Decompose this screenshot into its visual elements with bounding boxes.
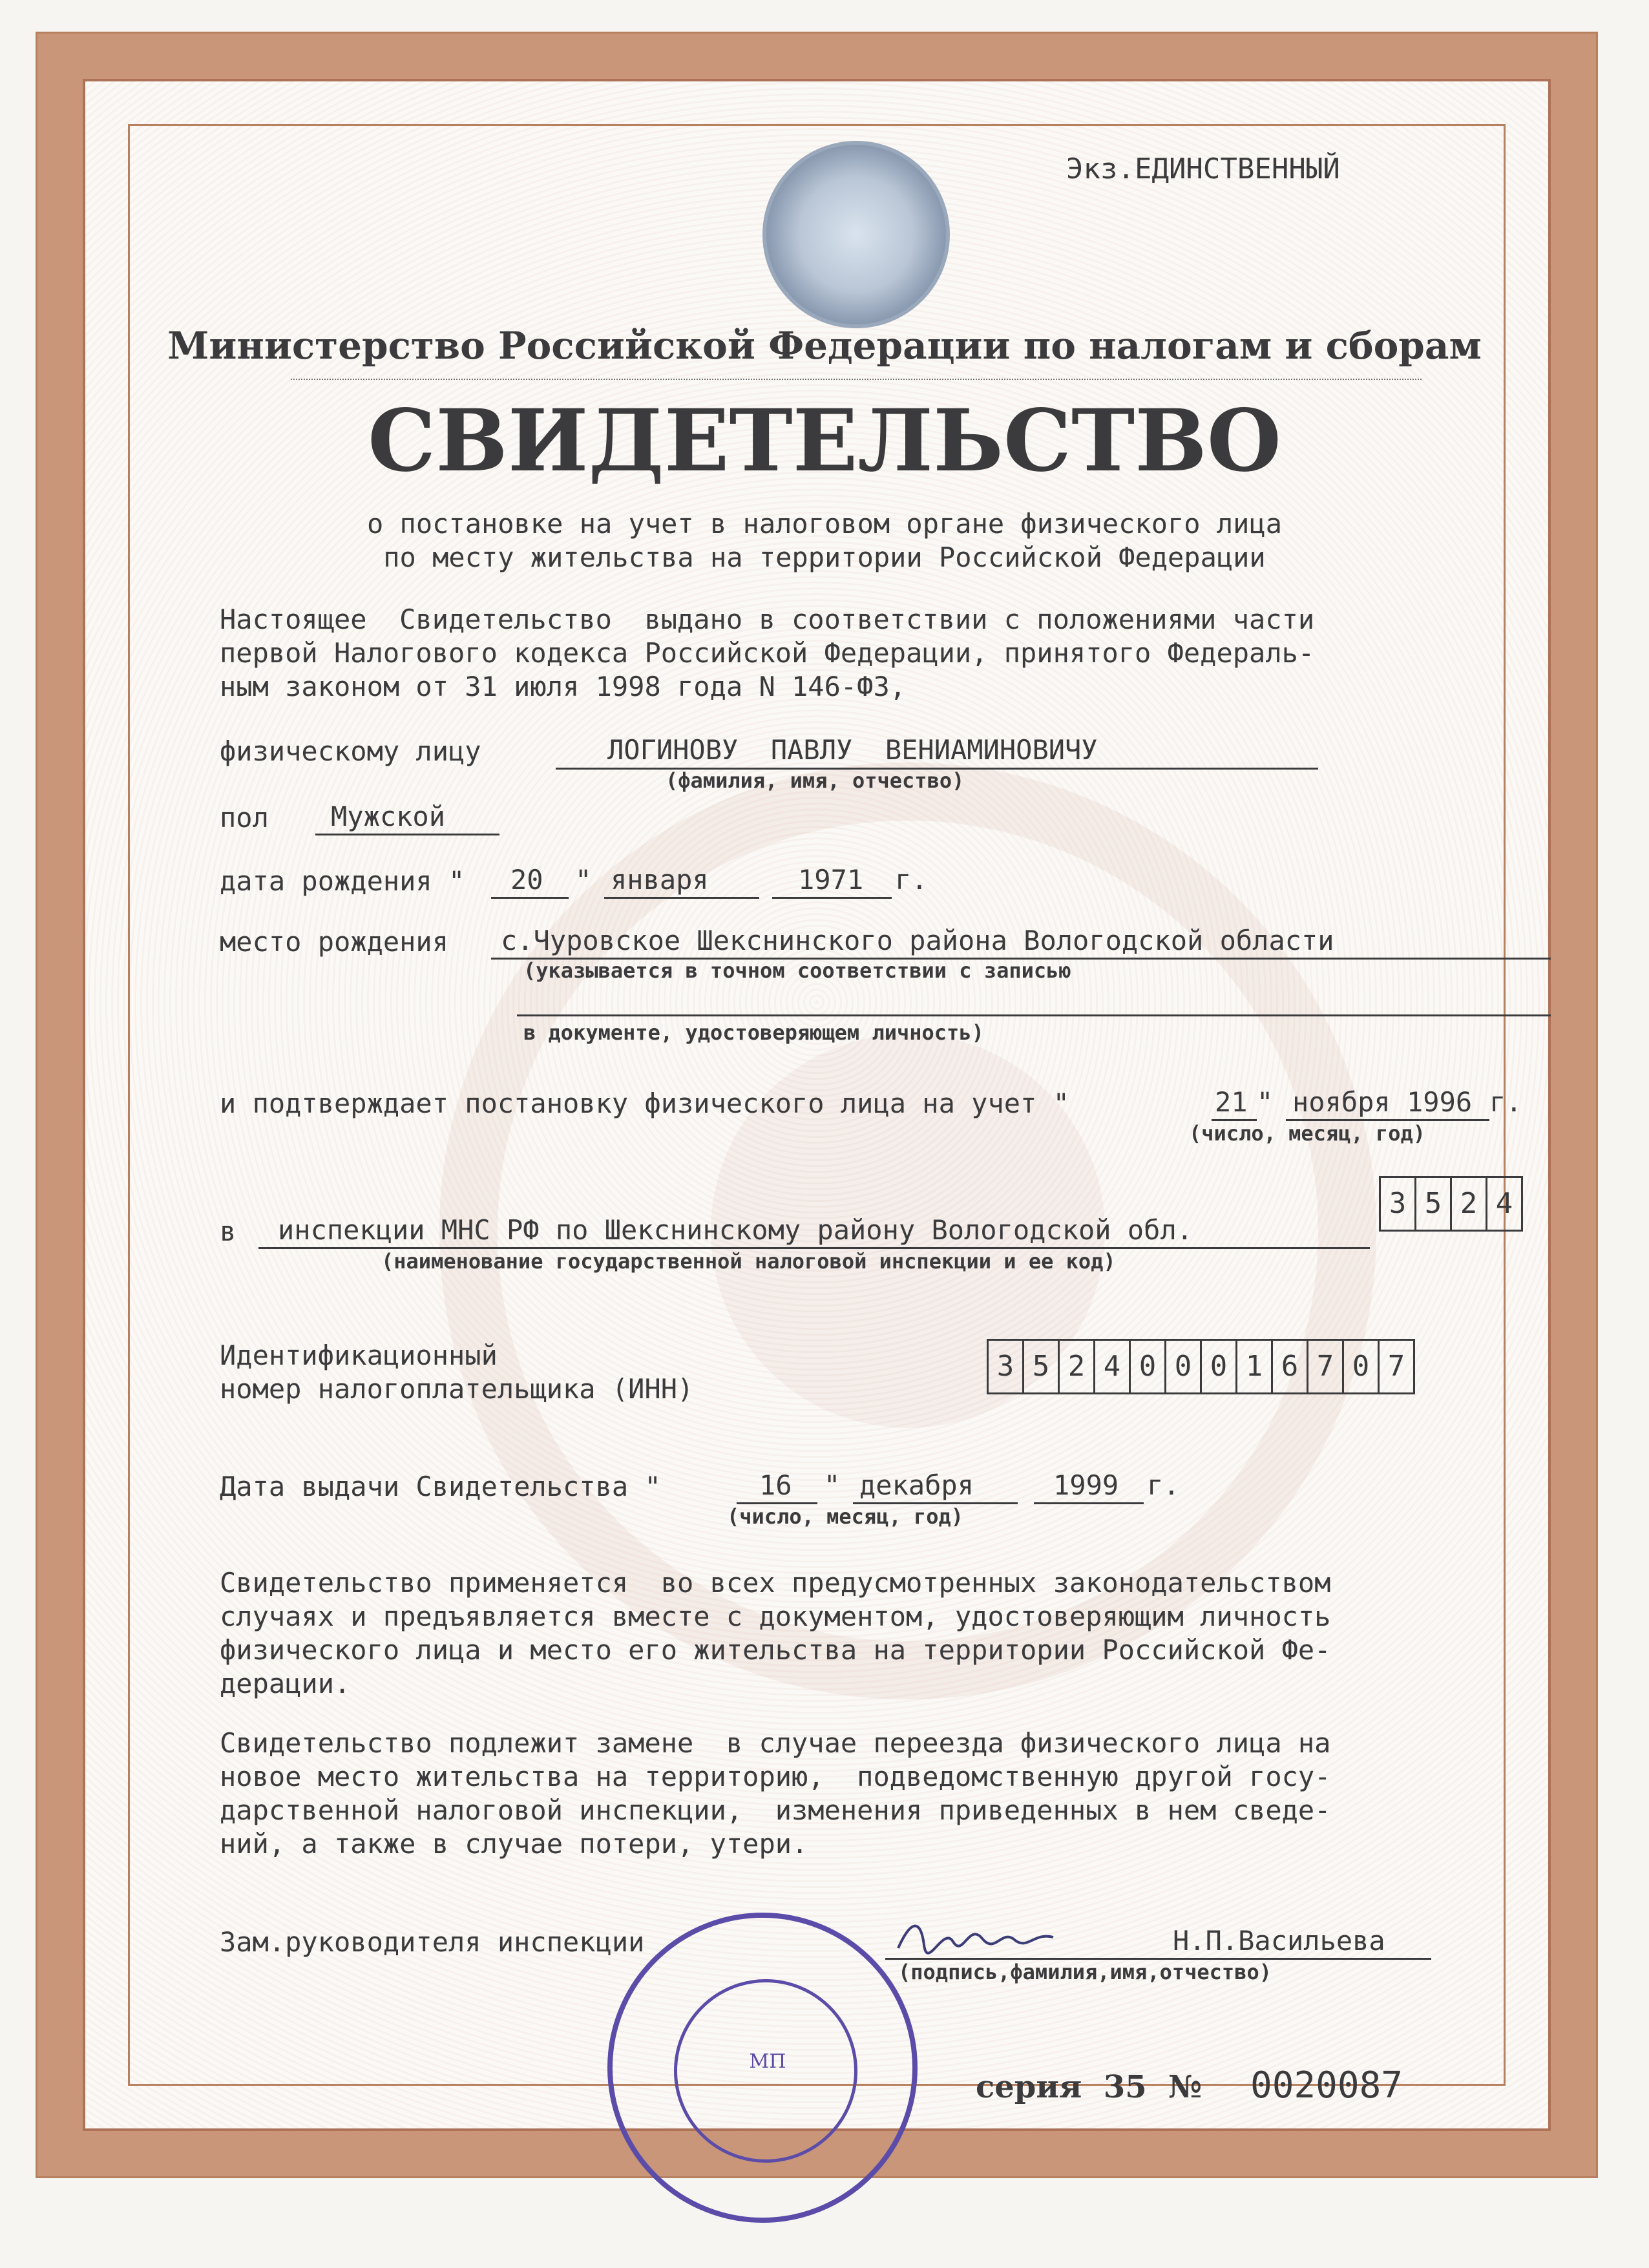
birthplace-caption-2: в документе, удостоверяющем личность) — [523, 1020, 984, 1045]
inn-digit: 0 — [1164, 1339, 1202, 1394]
inn-digit: 0 — [1129, 1339, 1166, 1394]
inn-digit: 6 — [1271, 1339, 1308, 1394]
series-number: 0020087 — [1250, 2064, 1403, 2106]
inspection-code-digit: 5 — [1414, 1176, 1452, 1232]
inspection-name: инспекции МНС РФ по Шекснинскому району Вологодской обл. — [278, 1214, 1193, 1246]
issue-suffix: г. — [1147, 1469, 1180, 1501]
inn-digit: 5 — [1022, 1339, 1060, 1394]
inn-digit: 1 — [1235, 1339, 1273, 1394]
inn-label-line-2: номер налогоплательщика (ИНН) — [220, 1373, 694, 1405]
inspection-code-boxes — [1381, 1176, 1523, 1232]
inspection-code-digit: 3 — [1379, 1176, 1416, 1232]
issue-month: декабря — [859, 1469, 974, 1501]
inspection-caption: (наименование государственной налоговой инспекции и ее код) — [381, 1249, 1116, 1274]
inn-label-line-1: Идентификационный — [220, 1339, 498, 1371]
sex-value: Мужской — [331, 801, 446, 832]
inn-digit: 7 — [1378, 1339, 1415, 1394]
registration-day: 21 — [1215, 1086, 1248, 1118]
registration-month-year: ноября 1996 — [1292, 1086, 1473, 1118]
registration-suffix: г. — [1489, 1086, 1522, 1118]
issue-label: Дата выдачи Свидетельства " — [220, 1471, 661, 1502]
person-name: ЛОГИНОВУ ПАВЛУ ВЕНИАМИНОВИЧУ — [607, 734, 1098, 766]
person-label: физическому лицу — [220, 735, 481, 767]
inn-digit: 4 — [1093, 1339, 1131, 1394]
replacement-paragraph-line-3: дарственной налоговой инспекции, изменения приведенных в нем сведе- — [220, 1794, 1331, 1826]
usage-paragraph-line-4: дерации. — [220, 1668, 351, 1699]
replacement-paragraph-line-1: Свидетельство подлежит замене в случае переезда физического лица на — [220, 1727, 1331, 1759]
signer-caption: (подпись,фамилия,имя,отчество) — [898, 1960, 1272, 1984]
sex-label: пол — [220, 802, 269, 834]
sex-underline — [315, 834, 499, 835]
registration-quote: " — [1257, 1086, 1274, 1118]
birthplace-value: с.Чуровское Шекснинского района Вологодской области — [501, 925, 1334, 956]
birthplace-underline-2 — [517, 1014, 1551, 1016]
intro-line-2: первой Налогового кодекса Российской Федерации, принятого Федераль- — [220, 637, 1315, 669]
usage-paragraph-line-2: случаях и предъявляется вместе с документом, удостоверяющим личность — [220, 1601, 1331, 1632]
intro-line-3: ным законом от 31 июля 1998 года N 146-ФЗ, — [220, 671, 907, 702]
inn-digit: 7 — [1307, 1339, 1344, 1394]
inspection-code-digit: 2 — [1450, 1176, 1487, 1232]
registration-caption: (число, месяц, год) — [1189, 1121, 1426, 1146]
series-label: серия 35 № — [976, 2069, 1203, 2105]
certificate-title: СВИДЕТЕЛЬСТВО — [368, 391, 1281, 491]
issue-quote: " — [824, 1469, 841, 1501]
hologram-seal — [762, 141, 950, 328]
dob-day-underline — [491, 897, 569, 899]
registration-text: и подтверждает постановку физического лица на учет " — [220, 1087, 1069, 1119]
inspection-prefix: в — [220, 1215, 236, 1247]
dob-label: дата рождения " — [220, 865, 465, 897]
issue-year: 1999 — [1053, 1469, 1119, 1501]
inspection-code-digit: 4 — [1486, 1176, 1523, 1232]
issue-caption: (число, месяц, год) — [727, 1504, 964, 1529]
official-stamp — [607, 1913, 918, 2223]
issue-day: 16 — [759, 1469, 792, 1501]
replacement-paragraph-line-4: ний, а также в случае потери, утери. — [220, 1828, 808, 1860]
person-caption: (фамилия, имя, отчество) — [666, 768, 965, 793]
signer-label: Зам.руководителя инспекции — [220, 1926, 645, 1958]
dob-year: 1971 — [798, 864, 864, 896]
usage-paragraph-line-1: Свидетельство применяется во всех предусмотренных законодательством — [220, 1567, 1331, 1599]
dob-month: января — [611, 864, 709, 896]
dob-quote: " — [575, 864, 592, 896]
inn-digit: 3 — [987, 1339, 1024, 1394]
replacement-paragraph-line-2: новое место жительства на территорию, подведомственную другой госу- — [220, 1761, 1331, 1792]
dob-month-underline — [604, 897, 759, 899]
subtitle-line-1: о постановке на учет в налоговом органе физического лица — [366, 508, 1283, 540]
inn-digit: 2 — [1058, 1339, 1095, 1394]
inn-digit: 0 — [1200, 1339, 1237, 1394]
stamp-center-text: МП — [749, 2050, 786, 2073]
birthplace-label: место рождения — [220, 926, 449, 958]
birthplace-caption-1: (указывается в точном соответствии с записью — [523, 958, 1071, 983]
dob-day: 20 — [510, 864, 543, 896]
signature — [892, 1913, 1060, 1958]
inn-digit-boxes — [989, 1339, 1415, 1394]
intro-line-1: Настоящее Свидетельство выдано в соответствии с положениями части — [220, 604, 1315, 635]
ministry-name: Министерство Российской Федерации по налогам и сборам — [167, 324, 1482, 368]
issue-year-underline — [1034, 1502, 1144, 1504]
usage-paragraph-line-3: физического лица и место его жительства на территории Российской Фе- — [220, 1634, 1331, 1666]
inn-digit: 0 — [1342, 1339, 1380, 1394]
subtitle-line-2: по месту жительства на территории Российской Федерации — [383, 541, 1266, 573]
ministry-divider — [291, 379, 1422, 380]
copy-label: Экз.ЕДИНСТВЕННЫЙ — [1066, 152, 1340, 185]
dob-suffix: г. — [895, 864, 928, 896]
dob-year-underline — [772, 897, 892, 899]
signer-name: Н.П.Васильева — [1173, 1925, 1385, 1957]
